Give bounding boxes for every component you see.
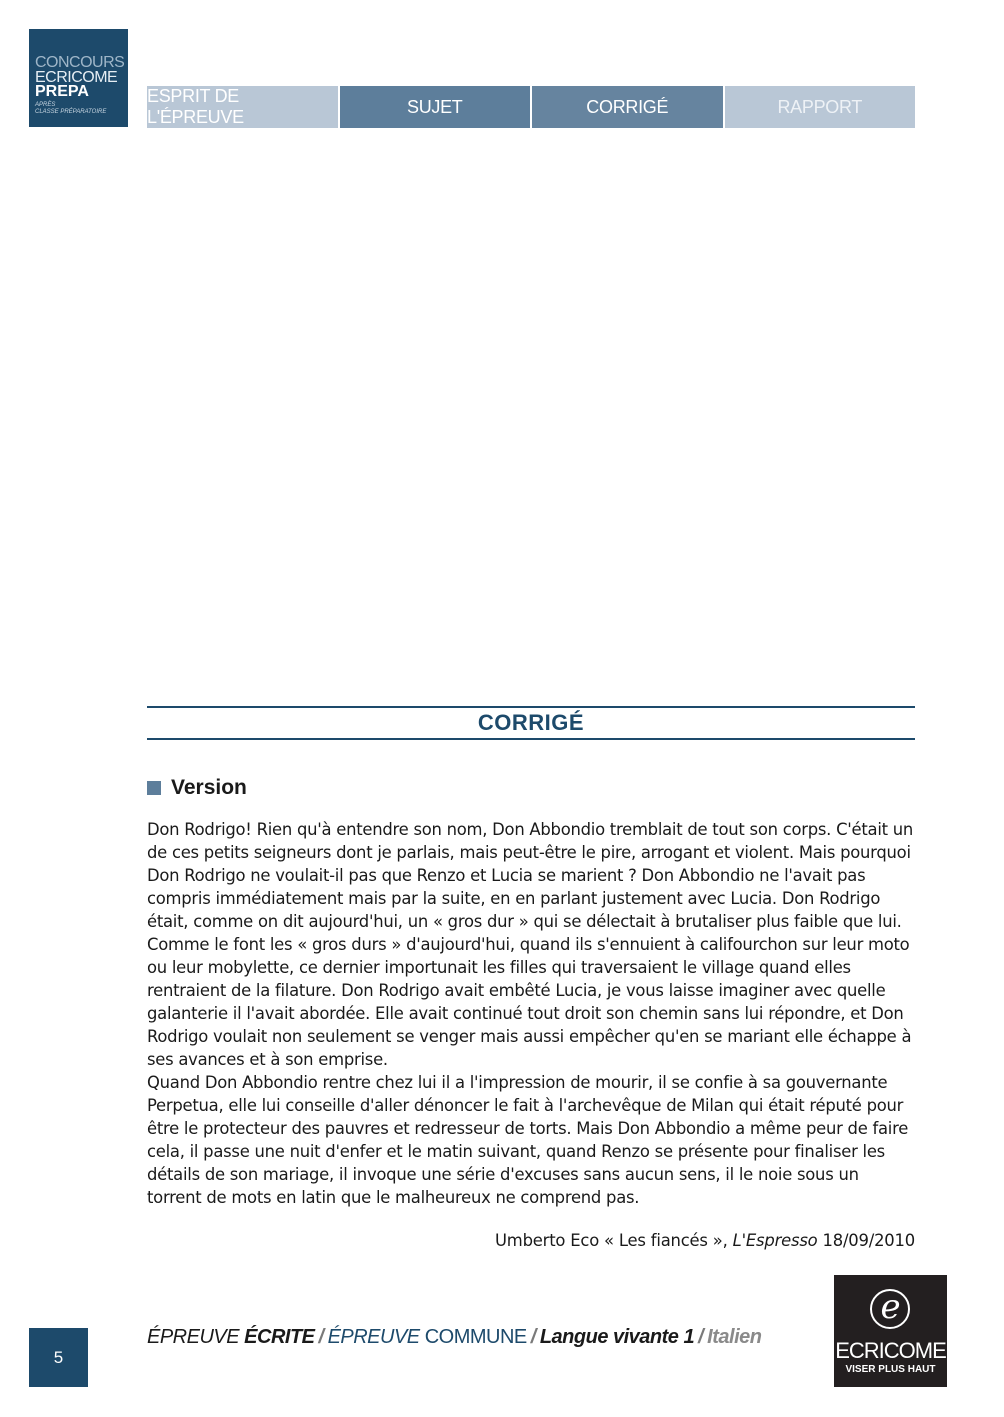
logo-line-ecricome: ECRICOME: [35, 69, 118, 86]
tab-sujet[interactable]: SUJET: [340, 86, 531, 128]
footer-langue: Langue vivante 1: [539, 1326, 695, 1348]
ecricome-logo: [834, 1275, 947, 1387]
attribution-author: Umberto Eco « Les fiancés »,: [495, 1231, 733, 1250]
logo-line-prepa: PREPA: [35, 83, 89, 100]
title-rule-bottom: [147, 738, 915, 740]
logo-letter: e: [880, 1287, 901, 1327]
logo-line-concours: CONCOURS: [35, 54, 125, 71]
attribution-publication: L'Espresso: [732, 1231, 818, 1250]
paragraph: Quand Don Abbondio rentre chez lui il a l'impression de mourir, il se confie à sa gouvernante Perpetua, elle lui conseille d'aller dénoncer le fait à l'archevêque de Milan qui était réputé pour être le protecteur des pauvres et redresseur de torts. Mais Don Abbondio a même peur de faire cela, il passe une nuit d'enfer et le matin suivant, quand Renzo se présente pour finaliser les détails de son mariage, il invoque une série d'excuses sans aucun sens, il le noie sous un torrent de mots en latin que le malheureux ne comprend pas.: [147, 1073, 909, 1207]
title-rule-top: [147, 706, 915, 708]
logo-line-apres: APRÈS: [35, 102, 56, 108]
version-text: [147, 818, 917, 1209]
tab-corrige[interactable]: CORRIGÉ: [532, 86, 723, 128]
footer-separator: /: [698, 1326, 704, 1348]
footer-breadcrumb: [147, 1326, 761, 1349]
attribution: [495, 1231, 915, 1250]
logo-line-classe: CLASSE PRÉPARATOIRE: [35, 109, 107, 115]
footer-separator: /: [530, 1326, 536, 1348]
footer-separator: /: [318, 1326, 324, 1348]
section-tabs: [147, 86, 915, 128]
footer-epreuve: ÉPREUVE: [147, 1326, 245, 1348]
tab-esprit-epreuve[interactable]: ESPRIT DE L'ÉPREUVE: [147, 86, 338, 128]
page-number: 5: [29, 1328, 88, 1387]
footer-italien: Italien: [707, 1326, 762, 1348]
footer-commune: COMMUNE: [424, 1326, 527, 1348]
concours-logo: [29, 29, 128, 127]
logo-tagline: VISER PLUS HAUT: [845, 1364, 936, 1375]
footer-ecrite: ÉCRITE: [244, 1326, 315, 1348]
subheading: [147, 776, 247, 800]
section-title: CORRIGÉ: [477, 710, 585, 735]
tab-rapport[interactable]: RAPPORT: [725, 86, 916, 128]
attribution-date: 18/09/2010: [817, 1231, 915, 1250]
logo-name: ECRICOME: [835, 1338, 946, 1363]
paragraph: Don Rodrigo! Rien qu'à entendre son nom, Don Abbondio tremblait de tout son corps. C'était un de ces petits seigneurs dont je parlais, mais peut-être le pire, arrogant et violent. Mais pourquoi Don Rodrigo ne voulait-il pas que Renzo et Lucia se marient ? Don Abbondio ne l'avait pas compris immédiatement mais par la suite, en en parlant justement avec Lucia. Don Rodrigo était, comme on dit aujourd'hui, un « gros dur » qui se délectait à brutaliser plus faible que lui. Comme le font les « gros durs » d'aujourd'hui, quand ils s'ennuient à califourchon sur leur moto ou leur mobylette, ce dernier importunait les filles qui traversaient le village quand elles rentraient de la filature. Don Rodrigo avait embêté Lucia, je vous laisse imaginer avec quelle galanterie il l'avait abordée. Elle avait continué tout droit son chemin sans lui répondre, et Don Rodrigo voulait non seulement se venger mais aussi empêcher qu'en se mariant elle échappe à ses avances et à son emprise.: [147, 820, 914, 1069]
subheading-text: Version: [171, 776, 247, 799]
square-bullet-icon: [147, 781, 161, 795]
footer-epreuve-2: ÉPREUVE: [327, 1326, 425, 1348]
